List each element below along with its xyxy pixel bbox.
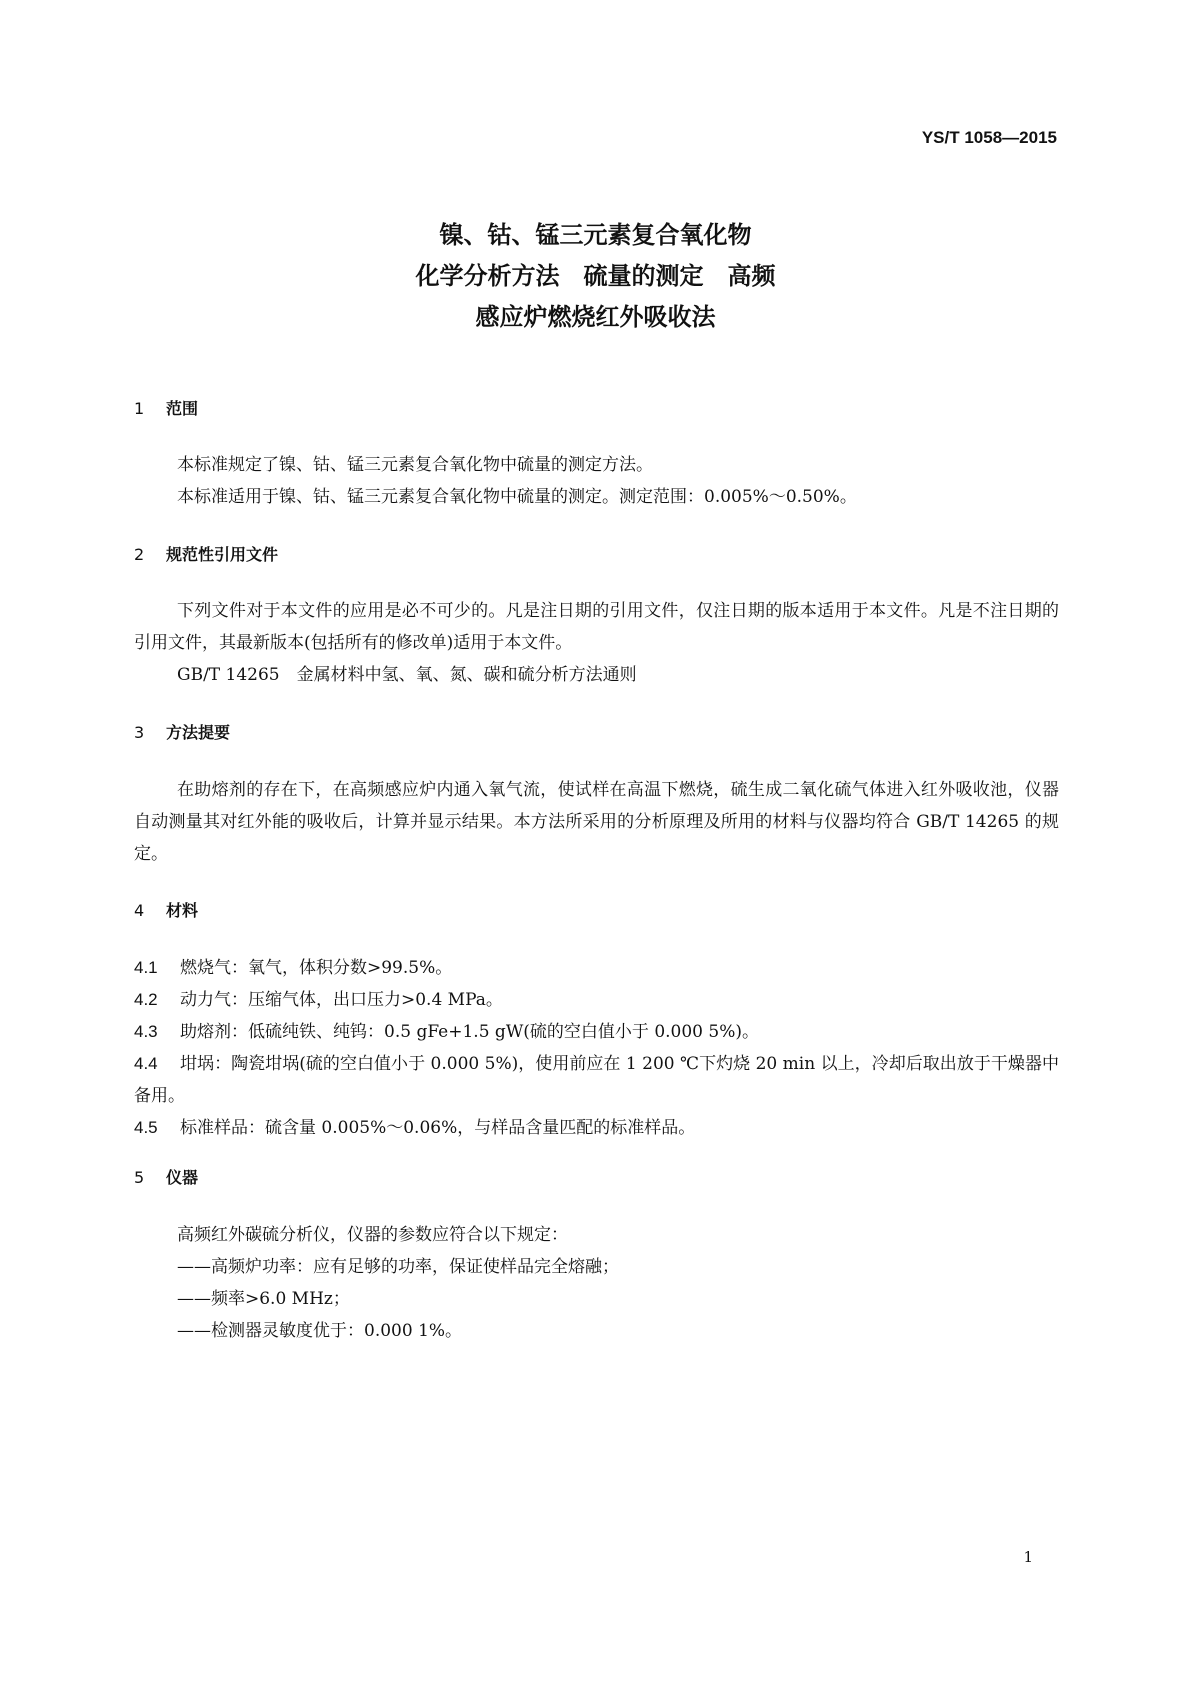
item-text: 标准样品：硫含量 0.005%～0.06%，与样品含量匹配的标准样品。 <box>180 1118 696 1138</box>
section-title: 方法提要 <box>166 723 231 742</box>
standard-code: YS/T 1058—2015 <box>921 128 1057 147</box>
item-number: 4.5 <box>134 1118 158 1137</box>
section-number: 2 <box>134 545 145 564</box>
list-item <box>134 1016 1059 1048</box>
doc-title-line-3: 感应炉燃烧红外吸收法 <box>475 303 716 331</box>
paragraph: 下列文件对于本文件的应用是必不可少的。凡是注日期的引用文件，仅注日期的版本适用于本文件。凡是不注日期的引用文件，其最新版本(包括所有的修改单)适用于本文件。 <box>134 601 1059 653</box>
section-number: 1 <box>134 399 145 418</box>
item-text: 动力气：压缩气体，出口压力>0.4 MPa。 <box>180 990 503 1010</box>
section-title: 材料 <box>166 901 199 920</box>
doc-title-line-1: 镍、钴、锰三元素复合氧化物 <box>439 221 752 249</box>
section-4-heading <box>134 898 198 921</box>
section-number: 5 <box>134 1168 145 1187</box>
list-item <box>134 984 1059 1016</box>
list-item <box>134 1112 1059 1144</box>
section-3-heading <box>134 720 230 743</box>
section-title: 仪器 <box>166 1168 199 1187</box>
paragraph: 高频红外碳硫分析仪，仪器的参数应符合以下规定： <box>177 1225 568 1245</box>
section-2-heading <box>134 542 278 565</box>
item-number: 4.3 <box>134 1022 158 1041</box>
section-title: 范围 <box>166 399 199 418</box>
section-5-heading <box>134 1165 198 1188</box>
paragraph: 本标准适用于镍、钴、锰三元素复合氧化物中硫量的测定。测定范围：0.005%～0.50%。 <box>177 487 857 507</box>
dash-item: ——检测器灵敏度优于：0.000 1%。 <box>177 1321 463 1341</box>
item-number: 4.1 <box>134 958 158 977</box>
item-text: 助熔剂：低硫纯铁、纯钨：0.5 gFe+1.5 gW(硫的空白值小于 0.000 5%)。 <box>180 1022 759 1042</box>
reference: GB/T 14265 金属材料中氢、氧、氮、碳和硫分析方法通则 <box>177 665 637 685</box>
paragraph: 本标准规定了镍、钴、锰三元素复合氧化物中硫量的测定方法。 <box>177 455 653 475</box>
section-title: 规范性引用文件 <box>166 545 279 564</box>
item-text: 坩埚：陶瓷坩埚(硫的空白值小于 0.000 5%)，使用前应在 1 200 ℃下灼烧 20 min 以上，冷却后取出放于干燥器中备用。 <box>134 1054 1059 1106</box>
doc-title-line-2: 化学分析方法 硫量的测定 高频 <box>415 262 776 290</box>
item-number: 4.4 <box>134 1054 158 1073</box>
item-text: 燃烧气：氧气，体积分数>99.5%。 <box>180 958 453 978</box>
page-number: 1 <box>1023 1548 1033 1566</box>
paragraph: 在助熔剂的存在下，在高频感应炉内通入氧气流，使试样在高温下燃烧，硫生成二氧化硫气体进入红外吸收池，仪器自动测量其对红外能的吸收后，计算并显示结果。本方法所采用的分析原理及所用的材料与仪器均符合 GB/T 14265 的规定。 <box>134 780 1059 864</box>
dash-item: ——高频炉功率：应有足够的功率，保证使样品完全熔融； <box>177 1257 619 1277</box>
dash-item: ——频率>6.0 MHz； <box>177 1289 350 1309</box>
item-number: 4.2 <box>134 990 158 1009</box>
section-number: 4 <box>134 901 145 920</box>
section-number: 3 <box>134 723 145 742</box>
list-item <box>134 1048 1059 1112</box>
list-item <box>134 952 1059 984</box>
section-1-heading <box>134 396 198 419</box>
